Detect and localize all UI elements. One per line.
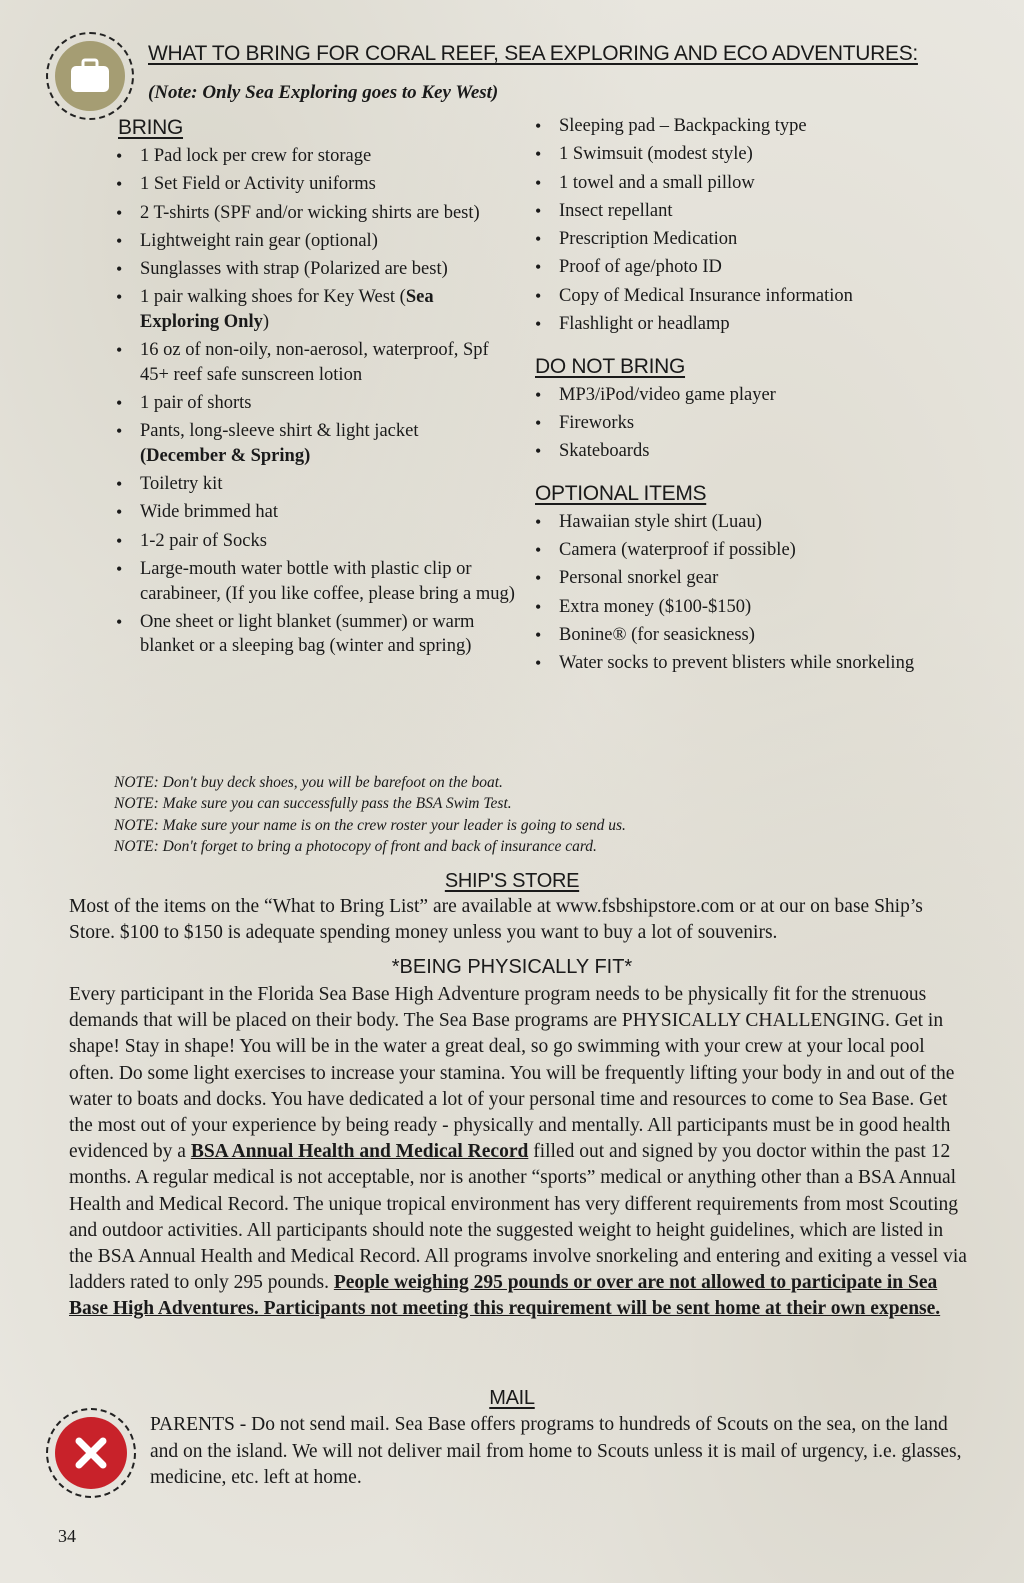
bring-list-continued [535,114,965,337]
list-item: • One sheet or light blanket (summer) or warm blanket or a sleeping bag (winter and spring) [116,610,516,659]
list-item: • Personal snorkel gear [535,566,965,591]
optional-items-heading: OPTIONAL ITEMS [535,481,707,505]
list-item: • 2 T-shirts (SPF and/or wicking shirts are best) [116,201,516,226]
weight-warning: People weighing 295 pounds or over are not allowed to participate in Sea Base High Adventures. Participants not meeting this requirement will be sent home at their own expense. [69,1272,941,1320]
list-item-bold: (December & Spring) [140,445,311,466]
title-note: (Note: Only Sea Exploring goes to Key West) [148,82,499,103]
list-item-text: Pants, long-sleeve shirt & light jacket [140,421,419,442]
list-item: • 1 pair of shorts [116,391,516,416]
list-item: • Insect repellant [535,199,965,224]
note-line: NOTE: Don't buy deck shoes, you will be barefoot on the boat. [114,774,503,791]
list-item: • Skateboards [535,439,965,464]
page-title: WHAT TO BRING FOR CORAL REEF, SEA EXPLORING AND ECO ADVENTURES: [148,42,918,65]
physically-fit-heading: *BEING PHYSICALLY FIT* [391,956,633,978]
paragraph-text: Every participant in the Florida Sea Base High Adventure program needs to be physically fit for the strenuous demands that will be placed on their body. The Sea Base programs are PHYSICALLY CHALLENGING. Get in shape! Stay in shape! You will be in the water a great deal, so go swimming with your crew at your local pool often. Do some light exercises to increase your stamina. You will be frequently lifting your body in and out of the water to boats and docks. You have dedicated a lot of your personal time and resources to come to Sea Base. Get the most out of your experience by being ready - physically and mentally. All participants must be in good health evidenced by a [69,984,955,1163]
note-line: NOTE: Don't forget to bring a photocopy of front and back of insurance card. [114,837,597,855]
list-item: • 1 towel and a small pillow [535,171,965,196]
list-item-text: ) [262,311,270,332]
list-item: • Sunglasses with strap (Polarized are best) [116,257,516,282]
list-item [116,285,516,334]
list-item: • 1-2 pair of Socks [116,529,516,554]
list-item: • Bonine® (for seasickness) [535,623,965,648]
list-item: • Flashlight or headlamp [535,312,965,337]
health-record-link[interactable]: BSA Annual Health and Medical Record [190,1141,529,1163]
list-item: • Toiletry kit [116,472,516,497]
list-item: • Proof of age/photo ID [535,255,965,280]
list-item: • Large-mouth water bottle with plastic clip or carabineer, (If you like coffee, please bring a mug) [116,557,516,606]
list-item: • 1 Pad lock per crew for storage [116,144,516,169]
list-item: • Wide brimmed hat [116,500,516,525]
list-item: • Hawaiian style shirt (Luau) [535,510,965,535]
bring-column [116,116,516,663]
page-number: 34 [58,1526,76,1546]
right-column [535,114,965,679]
list-item: • Fireworks [535,411,965,436]
no-mail-x-icon [55,1417,127,1489]
bring-heading: BRING [118,116,184,139]
list-item: • MP3/iPod/video game player [535,383,965,408]
list-item: • Camera (waterproof if possible) [535,538,965,563]
paragraph-text: filled out and signed by you doctor within the past 12 months. A regular medical is not acceptable, nor is another “sports” medical or anything other than a BSA Annual Health and Medical Record. The unique tropical environment has very different requirements from most Scouting and outdoor activities. All participants should note the suggested weight to height guidelines, which are listed in the BSA Annual Health and Medical Record. All programs involve snorkeling and entering and exiting a vessel via ladders rated to only 295 pounds. [69,1141,967,1294]
mail-heading: MAIL [489,1387,535,1409]
do-not-bring-list [535,383,965,464]
list-item: • Water socks to prevent blisters while snorkeling [535,651,965,676]
list-item: • Copy of Medical Insurance information [535,284,965,309]
no-mail-badge [46,1408,136,1498]
bring-list [116,144,516,659]
list-item: • Lightweight rain gear (optional) [116,229,516,254]
note-line: NOTE: Make sure your name is on the crew roster your leader is going to send us. [114,816,626,834]
list-item-text: 1 pair walking shoes for Key West ( [140,287,406,308]
ships-store-heading: SHIP'S STORE [444,870,580,892]
briefcase-badge [46,32,134,120]
notes-block [114,772,626,857]
list-item-bold: Sea Exploring Only [140,287,434,332]
list-item: • Prescription Medication [535,227,965,252]
note-line: NOTE: Make sure you can successfully pass the BSA Swim Test. [114,795,512,813]
list-item: • Sleeping pad – Backpacking type [535,114,965,139]
list-item: • 1 Set Field or Activity uniforms [116,172,516,197]
list-item: • 16 oz of non-oily, non-aerosol, waterproof, Spf 45+ reef safe sunscreen lotion [116,338,516,387]
list-item [116,419,516,468]
ships-store-text: Most of the items on the “What to Bring List” are available at www.fsbshipstore.com or at our on base Ship’s Store. $100 to $150 is adequate spending money unless you want to buy a lot of souvenirs. [69,896,923,944]
optional-items-list [535,510,965,676]
briefcase-icon [55,41,125,111]
do-not-bring-heading: DO NOT BRING [535,354,686,378]
mail-text: PARENTS - Do not send mail. Sea Base offers programs to hundreds of Scouts on the sea, on the land and on the island. We will not deliver mail from home to Scouts unless it is mail of urgency, i.e. glasses, medicine, etc. left at home. [150,1414,962,1488]
list-item: • Extra money ($100-$150) [535,595,965,620]
physically-fit-text [69,982,969,1323]
list-item: • 1 Swimsuit (modest style) [535,142,965,167]
